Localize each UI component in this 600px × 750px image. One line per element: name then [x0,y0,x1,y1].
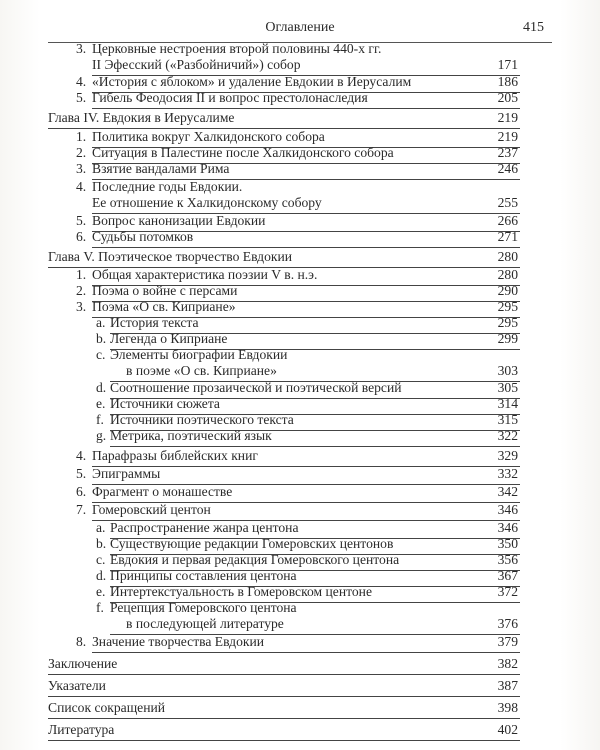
entry-number: 4. [76,448,87,463]
entry-title: Евдокия и первая редакция Гомеровского центона [110,552,400,567]
entry-underline [48,718,520,719]
entry-page-number: 186 [497,74,518,89]
entry-page-number: 271 [497,229,518,244]
entry-page-number: 398 [497,700,518,715]
entry-page-number: 382 [497,656,518,671]
entry-title: «История с яблоком» и удаление Евдокии в Иерусалим [92,74,412,89]
entry-number: 6. [76,484,87,499]
entry-title: Соотношение прозаической и поэтической версий [110,380,402,395]
entry-number: 2. [76,283,87,298]
entry-page-number: 171 [497,57,518,72]
entry-number: 8. [76,634,87,649]
entry-number: g. [96,428,107,443]
header-page-number: 415 [523,20,544,35]
entry-page-number: 219 [497,110,518,125]
entry-title: Принципы составления центона [110,568,297,583]
entry-title: Вопрос канонизации Евдокии [92,213,266,228]
entry-page-number: 322 [497,428,518,443]
entry-page-number: 402 [497,722,518,737]
header-title: Оглавление [265,20,335,35]
entry-underline [48,740,520,741]
entry-title: Интертекстуальность в Гомеровском центоне [110,584,372,599]
entry-page-number: 280 [497,249,518,264]
entry-underline [92,108,520,109]
entry-page-number: 237 [497,145,518,160]
entry-page-number: 280 [497,267,518,282]
entry-page-number: 350 [497,536,518,551]
entry-title: Распространение жанра центона [110,520,299,535]
entry-underline [110,446,520,447]
entry-page-number: 376 [497,616,518,631]
entry-number: 5. [76,90,87,105]
entry-title: Источники сюжета [110,396,220,411]
entry-title-continued: в поэме «О св. Киприане» [126,363,277,378]
entry-number: a. [96,315,106,330]
entry-page-number: 329 [497,448,518,463]
entry-number: d. [96,568,107,583]
entry-title: Политика вокруг Халкидонского собора [92,129,325,144]
entry-page-number: 342 [497,484,518,499]
entry-page-number: 387 [497,678,518,693]
entry-title: Элементы биографии Евдокии [110,347,288,362]
entry-title-continued: в последующей литературе [126,616,284,631]
entry-page-number: 314 [497,396,518,411]
entry-title: Глава V. Поэтическое творчество Евдокии [48,249,293,264]
entry-title: Заключение [48,656,118,671]
entry-page-number: 356 [497,552,518,567]
entry-page-number: 372 [497,584,518,599]
entry-title: Метрика, поэтический язык [110,428,272,443]
entry-title: Гибель Феодосия II и вопрос престолонаследия [92,90,368,105]
entry-title: Парафразы библейских книг [92,448,258,463]
entry-number: f. [96,412,104,427]
entry-page-number: 303 [497,363,518,378]
entry-number: 5. [76,466,87,481]
entry-page-number: 315 [497,412,518,427]
entry-number: 5. [76,213,87,228]
entry-title: Глава IV. Евдокия в Иерусалиме [48,110,235,125]
entry-page-number: 290 [497,283,518,298]
entry-title: Эпиграммы [92,466,161,481]
entry-number: e. [96,396,106,411]
entry-title: Фрагмент о монашестве [92,484,233,499]
entry-underline [92,247,520,248]
entry-number: e. [96,584,106,599]
entry-page-number: 379 [497,634,518,649]
entry-page-number: 295 [497,299,518,314]
entry-number: b. [96,331,107,346]
entry-page-number: 305 [497,380,518,395]
entry-number: 4. [76,74,87,89]
entry-page-number: 205 [497,90,518,105]
entry-number: a. [96,520,106,535]
entry-page-number: 346 [497,520,518,535]
entry-title: Значение творчества Евдокии [92,634,265,649]
entry-title: Список сокращений [48,700,166,715]
entry-number: 3. [76,41,87,56]
entry-title: Ситуация в Палестине после Халкидонского собора [92,145,394,160]
entry-title: Поэма о войне с персами [92,283,238,298]
entry-title-continued: II Эфесский («Разбойничий») собор [92,57,301,72]
entry-title: Взятие вандалами Рима [92,161,230,176]
entry-title: Существующие редакции Гомеровских центонов [110,536,394,551]
entry-underline [48,696,520,697]
entry-underline [48,674,520,675]
entry-number: d. [96,380,107,395]
entry-page-number: 299 [497,331,518,346]
entry-page-number: 346 [497,502,518,517]
entry-title: История текста [110,315,199,330]
entry-title: Источники поэтического текста [110,412,294,427]
entry-page-number: 219 [497,129,518,144]
entry-number: 3. [76,299,87,314]
entry-number: 1. [76,267,87,282]
entry-title: Легенда о Киприане [110,331,228,346]
entry-page-number: 255 [497,195,518,210]
entry-number: 7. [76,502,87,517]
entry-page-number: 367 [497,568,518,583]
entry-page-number: 332 [497,466,518,481]
entry-number: c. [96,552,106,567]
entry-number: f. [96,600,104,615]
entry-number: 3. [76,161,87,176]
entry-underline [92,652,520,653]
entry-number: c. [96,347,106,362]
entry-title: Судьбы потомков [92,229,194,244]
entry-title: Общая характеристика поэзии V в. н.э. [92,267,318,282]
entry-title: Последние годы Евдокии. [92,179,243,194]
entry-title-continued: Ее отношение к Халкидонскому собору [92,195,322,210]
entry-number: 1. [76,129,87,144]
entry-page-number: 295 [497,315,518,330]
entry-page-number: 266 [497,213,518,228]
entry-title: Церковные нестроения второй половины 440-х гг. [92,41,382,56]
entry-title: Гомеровский центон [92,502,211,517]
entry-number: b. [96,536,107,551]
entry-number: 2. [76,145,87,160]
entry-number: 6. [76,229,87,244]
entry-title: Литература [48,722,115,737]
entry-number: 4. [76,179,87,194]
entry-title: Указатели [48,678,106,693]
entry-title: Поэма «О св. Киприане» [92,299,236,314]
entry-title: Рецепция Гомеровского центона [110,600,297,615]
entry-page-number: 246 [497,161,518,176]
